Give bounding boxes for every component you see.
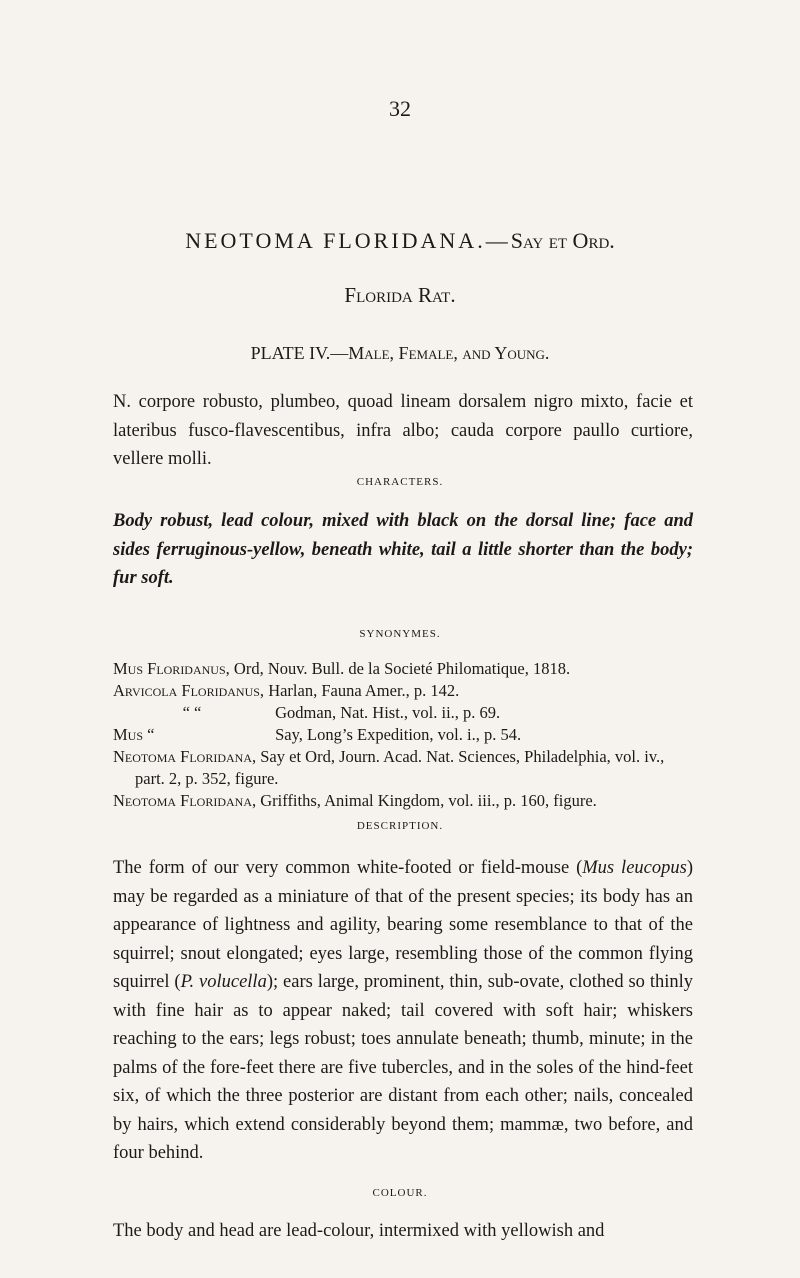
species-author: Say et Ord. bbox=[510, 228, 615, 253]
description-heading: DESCRIPTION. bbox=[356, 820, 444, 832]
description-part: ) may be regarded as a miniature of that of the present species; its body has an appearance of lightness and agility, bearing some resemblance to that of the squirrel; snout elongated; eyes large, resembling those of the common flying squirrel ( bbox=[113, 858, 693, 992]
synonym-entry bbox=[113, 702, 703, 724]
synonym-reference: Say, Long’s Expedition, vol. i., p. 54. bbox=[271, 725, 522, 744]
synonym-entry bbox=[113, 746, 703, 768]
synonym-entry bbox=[113, 680, 703, 702]
species-name-italic: P. volucella bbox=[180, 972, 267, 992]
synonym-entry bbox=[113, 658, 703, 680]
synonym-name: Neotoma Floridana, bbox=[113, 747, 257, 766]
synonym-continuation: part. 2, p. 352, figure. bbox=[135, 769, 279, 788]
characters-heading: CHARACTERS. bbox=[356, 476, 444, 488]
synonym-name: Neotoma Floridana, bbox=[113, 791, 257, 810]
synonym-entry bbox=[113, 724, 703, 746]
synonym-entry bbox=[113, 790, 703, 812]
page-number: 32 bbox=[389, 96, 411, 121]
common-name: Florida Rat. bbox=[344, 283, 456, 307]
synonymes-list bbox=[113, 658, 703, 812]
description-text bbox=[113, 854, 693, 1168]
colour-text: The body and head are lead-colour, intermixed with yellowish and bbox=[113, 1221, 605, 1241]
species-name-italic: Mus leucopus bbox=[582, 858, 687, 878]
plate-subjects: Male, Female, and Young. bbox=[348, 343, 550, 363]
synonym-reference: Say et Ord, Journ. Acad. Nat. Sciences, Philadelphia, vol. iv., bbox=[256, 747, 665, 766]
synonym-name: Mus Floridanus, bbox=[113, 659, 230, 678]
species-title bbox=[0, 228, 800, 254]
synonym-reference: Godman, Nat. Hist., vol. ii., p. 69. bbox=[271, 703, 501, 722]
synonym-name: Mus “ bbox=[113, 725, 155, 744]
plate-line bbox=[0, 343, 800, 364]
colour-heading: COLOUR. bbox=[372, 1187, 428, 1199]
species-title-main: NEOTOMA FLORIDANA. bbox=[185, 228, 486, 253]
characters-text: Body robust, lead colour, mixed with black on the dorsal line; face and sides ferruginous-yellow, beneath white, tail a little shorter than the body; fur soft. bbox=[113, 511, 693, 588]
description-part: The form of our very common white-footed or field-mouse ( bbox=[113, 858, 583, 878]
latin-description: N. corpore robusto, plumbeo, quoad lineam dorsalem nigro mixto, facie et lateribus fusco-flavescentibus, infra albo; cauda corpore paullo curtiore, vellere molli. bbox=[113, 392, 693, 469]
plate-label: PLATE IV. bbox=[250, 343, 331, 363]
title-dash: — bbox=[485, 228, 511, 253]
synonym-reference: Griffiths, Animal Kingdom, vol. iii., p. 160, figure. bbox=[256, 791, 597, 810]
synonymes-heading: SYNONYMES. bbox=[359, 628, 441, 640]
plate-dash: — bbox=[330, 343, 349, 363]
synonym-reference: Ord, Nouv. Bull. de la Societé Philomatique, 1818. bbox=[229, 659, 571, 678]
synonym-ditto: “ “ bbox=[182, 703, 202, 722]
description-part: ); ears large, prominent, thin, sub-ovate, clothed so thinly with fine hair as to appear naked; tail covered with soft hair; whiskers reaching to the ears; legs robust; toes annulate beneath; thumb, minute; in the palms of the fore-feet there are five tubercles, and in the soles of the hind-feet six, of which the three posterior are distant from each other; nails, concealed by hairs, which extend considerably beyond them; mammæ, two before, and four behind. bbox=[113, 972, 693, 1163]
synonym-reference: Harlan, Fauna Amer., p. 142. bbox=[264, 681, 460, 700]
synonym-name: Arvicola Floridanus, bbox=[113, 681, 265, 700]
